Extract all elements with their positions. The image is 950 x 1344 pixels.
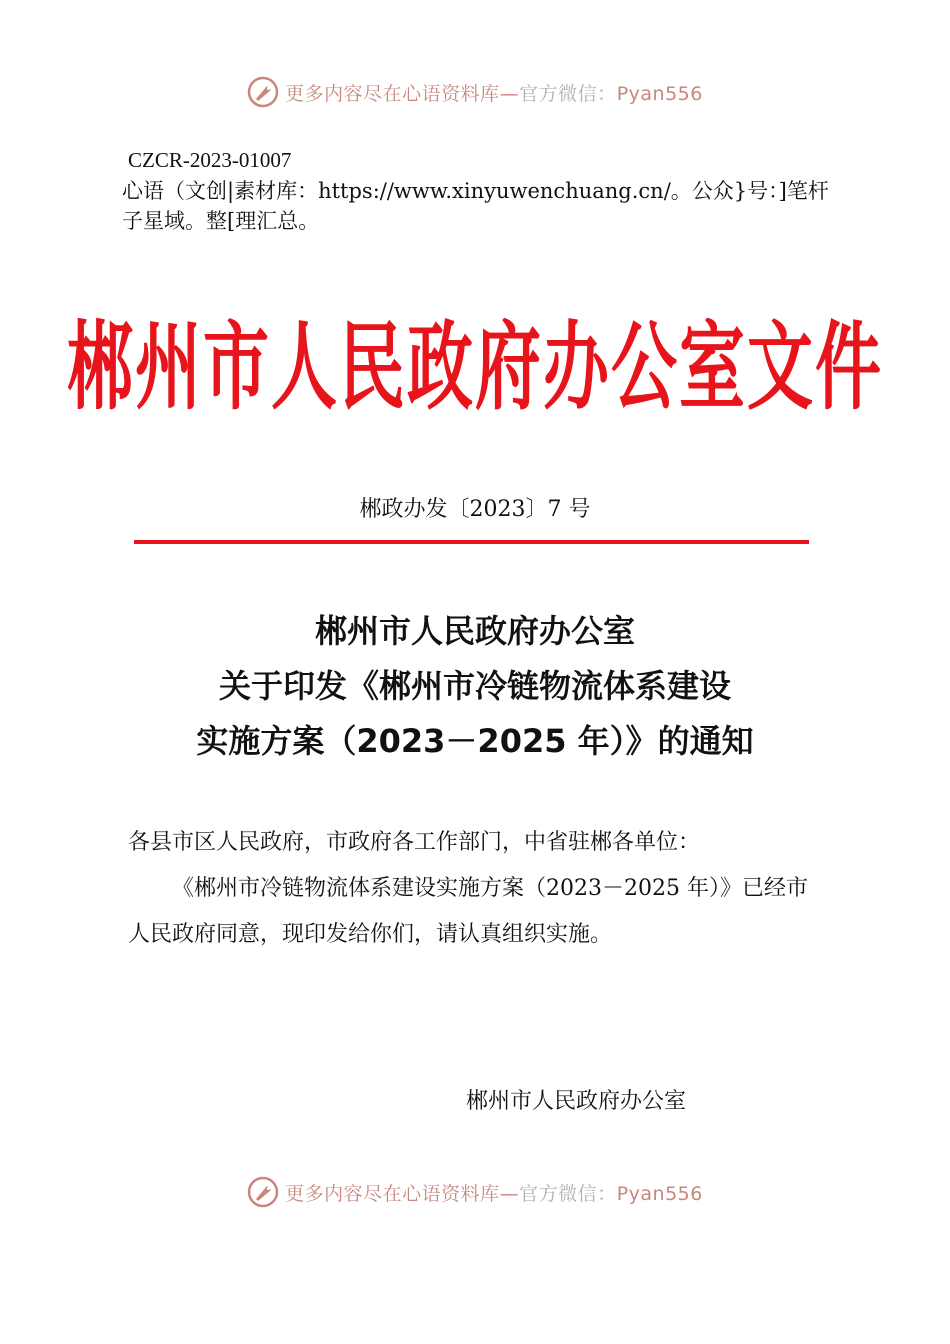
document-code: CZCR-2023-01007 xyxy=(128,148,292,172)
red-divider-line xyxy=(134,540,809,544)
salutation: 各县市区人民政府，市政府各工作部门，中省驻郴各单位： xyxy=(128,830,701,855)
notice-title-line-1: 郴州市人民政府办公室 xyxy=(314,612,635,650)
watermark-wechat-id: Pyan556 xyxy=(616,1182,703,1205)
watermark-wechat-label: 官方微信： xyxy=(519,1182,617,1205)
watermark-main-text: 更多内容尽在心语资料库— xyxy=(285,82,520,105)
watermark-banner-bottom xyxy=(0,1172,950,1212)
watermark-text xyxy=(285,1179,703,1206)
body-paragraph: 《郴州市冷链物流体系建设实施方案（2023－2025 年）》已经市人民政府同意，现印发给你们，请认真组织实施。 xyxy=(128,876,808,947)
red-header-title: 郴州市人民政府办公室文件 xyxy=(67,311,883,424)
watermark-text xyxy=(285,79,703,106)
notice-title-line-2: 关于印发《郴州市冷链物流体系建设 xyxy=(218,667,731,705)
document-number: 郴政办发〔2023〕7 号 xyxy=(359,497,591,522)
notice-body xyxy=(128,820,818,958)
notice-title xyxy=(0,604,950,769)
watermark-banner-top xyxy=(0,72,950,112)
notice-title-line-3: 实施方案（2023－2025 年）》的通知 xyxy=(196,722,754,760)
watermark-wechat-label: 官方微信： xyxy=(519,82,617,105)
watermark-wechat-id: Pyan556 xyxy=(616,82,703,105)
pen-nib-logo-icon xyxy=(247,76,279,108)
issuer-signature: 郴州市人民政府办公室 xyxy=(466,1089,687,1114)
pen-nib-logo-icon xyxy=(247,1176,279,1208)
source-note: 心语（文创|素材库：https://www.xinyuwenchuang.cn/。公众}号：]笔杆子星域。整[理汇总。 xyxy=(122,179,829,233)
watermark-main-text: 更多内容尽在心语资料库— xyxy=(285,1182,520,1205)
